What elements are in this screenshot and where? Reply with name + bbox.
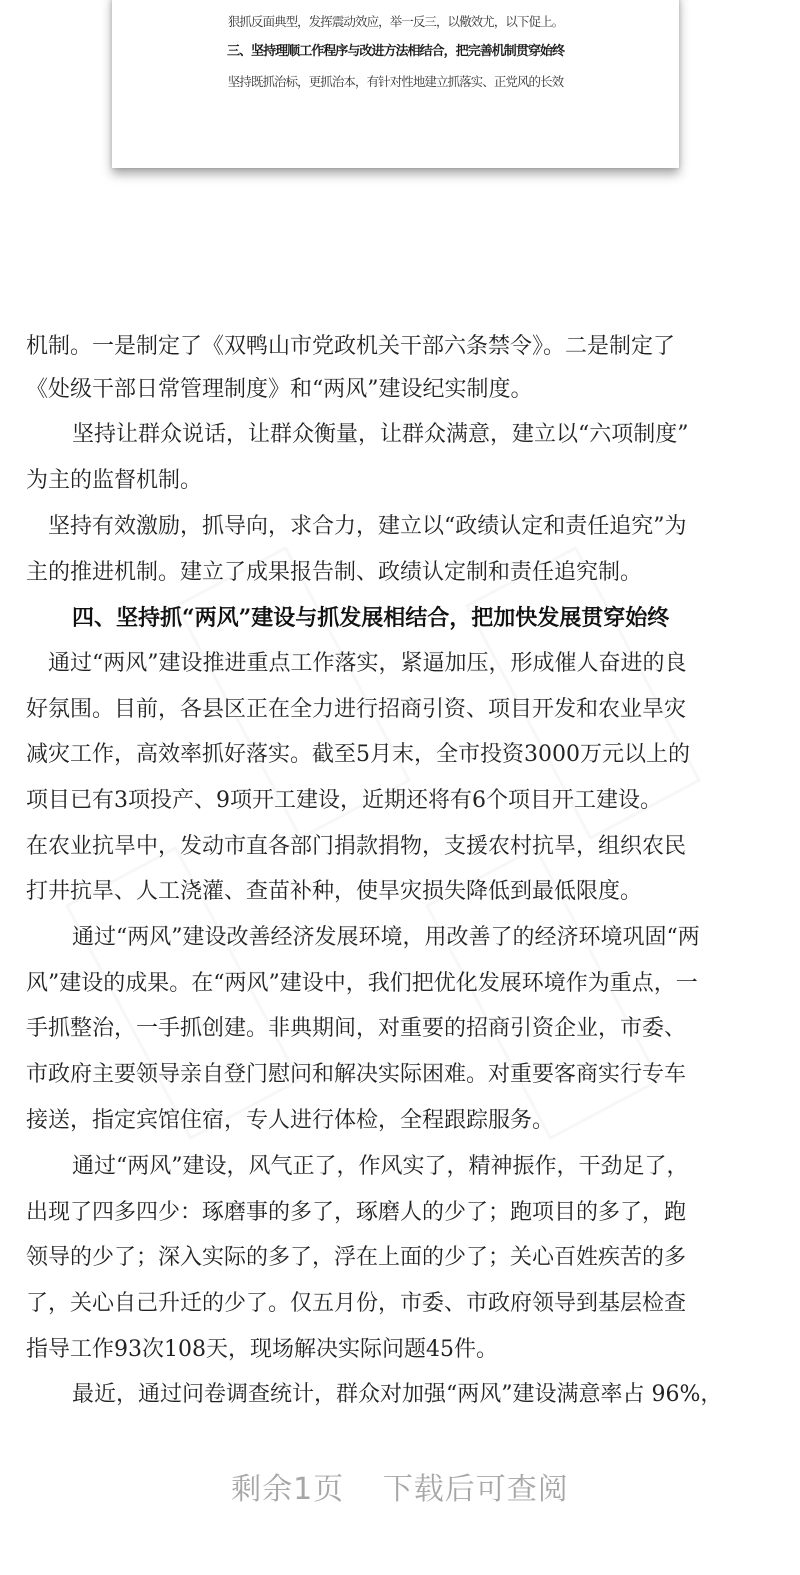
paragraph-line: 领导的少了；深入实际的多了，浮在上面的少了；关心百姓疾苦的多 xyxy=(26,1245,687,1270)
download-to-read-banner[interactable] xyxy=(0,1465,800,1515)
paragraph-line: 机制。一是制定了《双鸭山市党政机关干部六条禁令》。二是制定了 xyxy=(26,334,676,359)
paragraph-line: 主的推进机制。建立了成果报告制、政绩认定制和责任追究制。 xyxy=(26,560,643,585)
preview-line: 坚持既抓治标，更抓治本，有针对性地建立抓落实、正党风的长效 xyxy=(227,74,564,89)
preview-line: 狠抓反面典型，发挥震动效应，举一反三，以儆效尤，以下促上。 xyxy=(227,14,564,29)
remaining-pages-label: 剩余1页 xyxy=(231,1472,345,1507)
paragraph-line: 市政府主要领导亲自登门慰问和解决实际困难。对重要客商实行专车 xyxy=(26,1062,687,1087)
download-to-view-label[interactable]: 下载后可查阅 xyxy=(382,1472,569,1507)
paragraph-line: 接送，指定宾馆住宿，专人进行体检，全程跟踪服务。 xyxy=(26,1108,555,1133)
preview-page-card xyxy=(112,0,679,168)
paragraph-line: 打井抗旱、人工浇灌、查苗补种，使旱灾损失降低到最低限度。 xyxy=(26,879,643,904)
paragraph-line: 项目已有3项投产、9项开工建设，近期还将有6个项目开工建设。 xyxy=(26,788,662,813)
paragraph-line: 通过“两风”建设改善经济发展环境，用改善了的经济环境巩固“两 xyxy=(72,925,700,950)
paragraph-line: 了，关心自己升迁的少了。仅五月份，市委、市政府领导到基层检查 xyxy=(26,1291,687,1316)
preview-heading: 三、坚持理顺工作程序与改进方法相结合，把完善机制贯穿始终 xyxy=(226,44,564,59)
paragraph-line: 减灾工作，高效率抓好落实。截至5月末，全市投资3000万元以上的 xyxy=(26,742,690,767)
paragraph-line: 手抓整治，一手抓创建。非典期间，对重要的招商引资企业，市委、 xyxy=(26,1016,687,1041)
paragraph-line: 在农业抗旱中，发动市直各部门捐款捐物，支援农村抗旱，组织农民 xyxy=(26,834,687,859)
paragraph-line: 《处级干部日常管理制度》和“两风”建设纪实制度。 xyxy=(26,377,533,402)
paragraph-line: 通过“两风”建设推进重点工作落实，紧逼加压，形成催人奋进的良 xyxy=(48,651,687,676)
section-heading: 四、坚持抓“两风”建设与抓发展相结合，把加快发展贯穿始终 xyxy=(72,605,670,631)
paragraph-line: 为主的监督机制。 xyxy=(26,468,203,493)
paragraph-line: 坚持有效激励，抓导向，求合力，建立以“政绩认定和责任追究”为 xyxy=(48,514,687,539)
paragraph-line: 指导工作93次108天，现场解决实际问题45件。 xyxy=(26,1337,498,1362)
paragraph-line: 坚持让群众说话，让群众衡量，让群众满意，建立以“六项制度” xyxy=(72,422,689,447)
paragraph-line: 最近，通过问卷调查统计，群众对加强“两风”建设满意率占 96%， xyxy=(72,1382,723,1407)
paragraph-line: 风”建设的成果。在“两风”建设中，我们把优化发展环境作为重点，一 xyxy=(26,971,698,996)
paragraph-line: 好氛围。目前，各县区正在全力进行招商引资、项目开发和农业旱灾 xyxy=(26,697,687,722)
paragraph-line: 通过“两风”建设，风气正了，作风实了，精神振作，干劲足了， xyxy=(72,1154,689,1179)
paragraph-line: 出现了四多四少：琢磨事的多了，琢磨人的少了；跑项目的多了，跑 xyxy=(26,1200,687,1225)
